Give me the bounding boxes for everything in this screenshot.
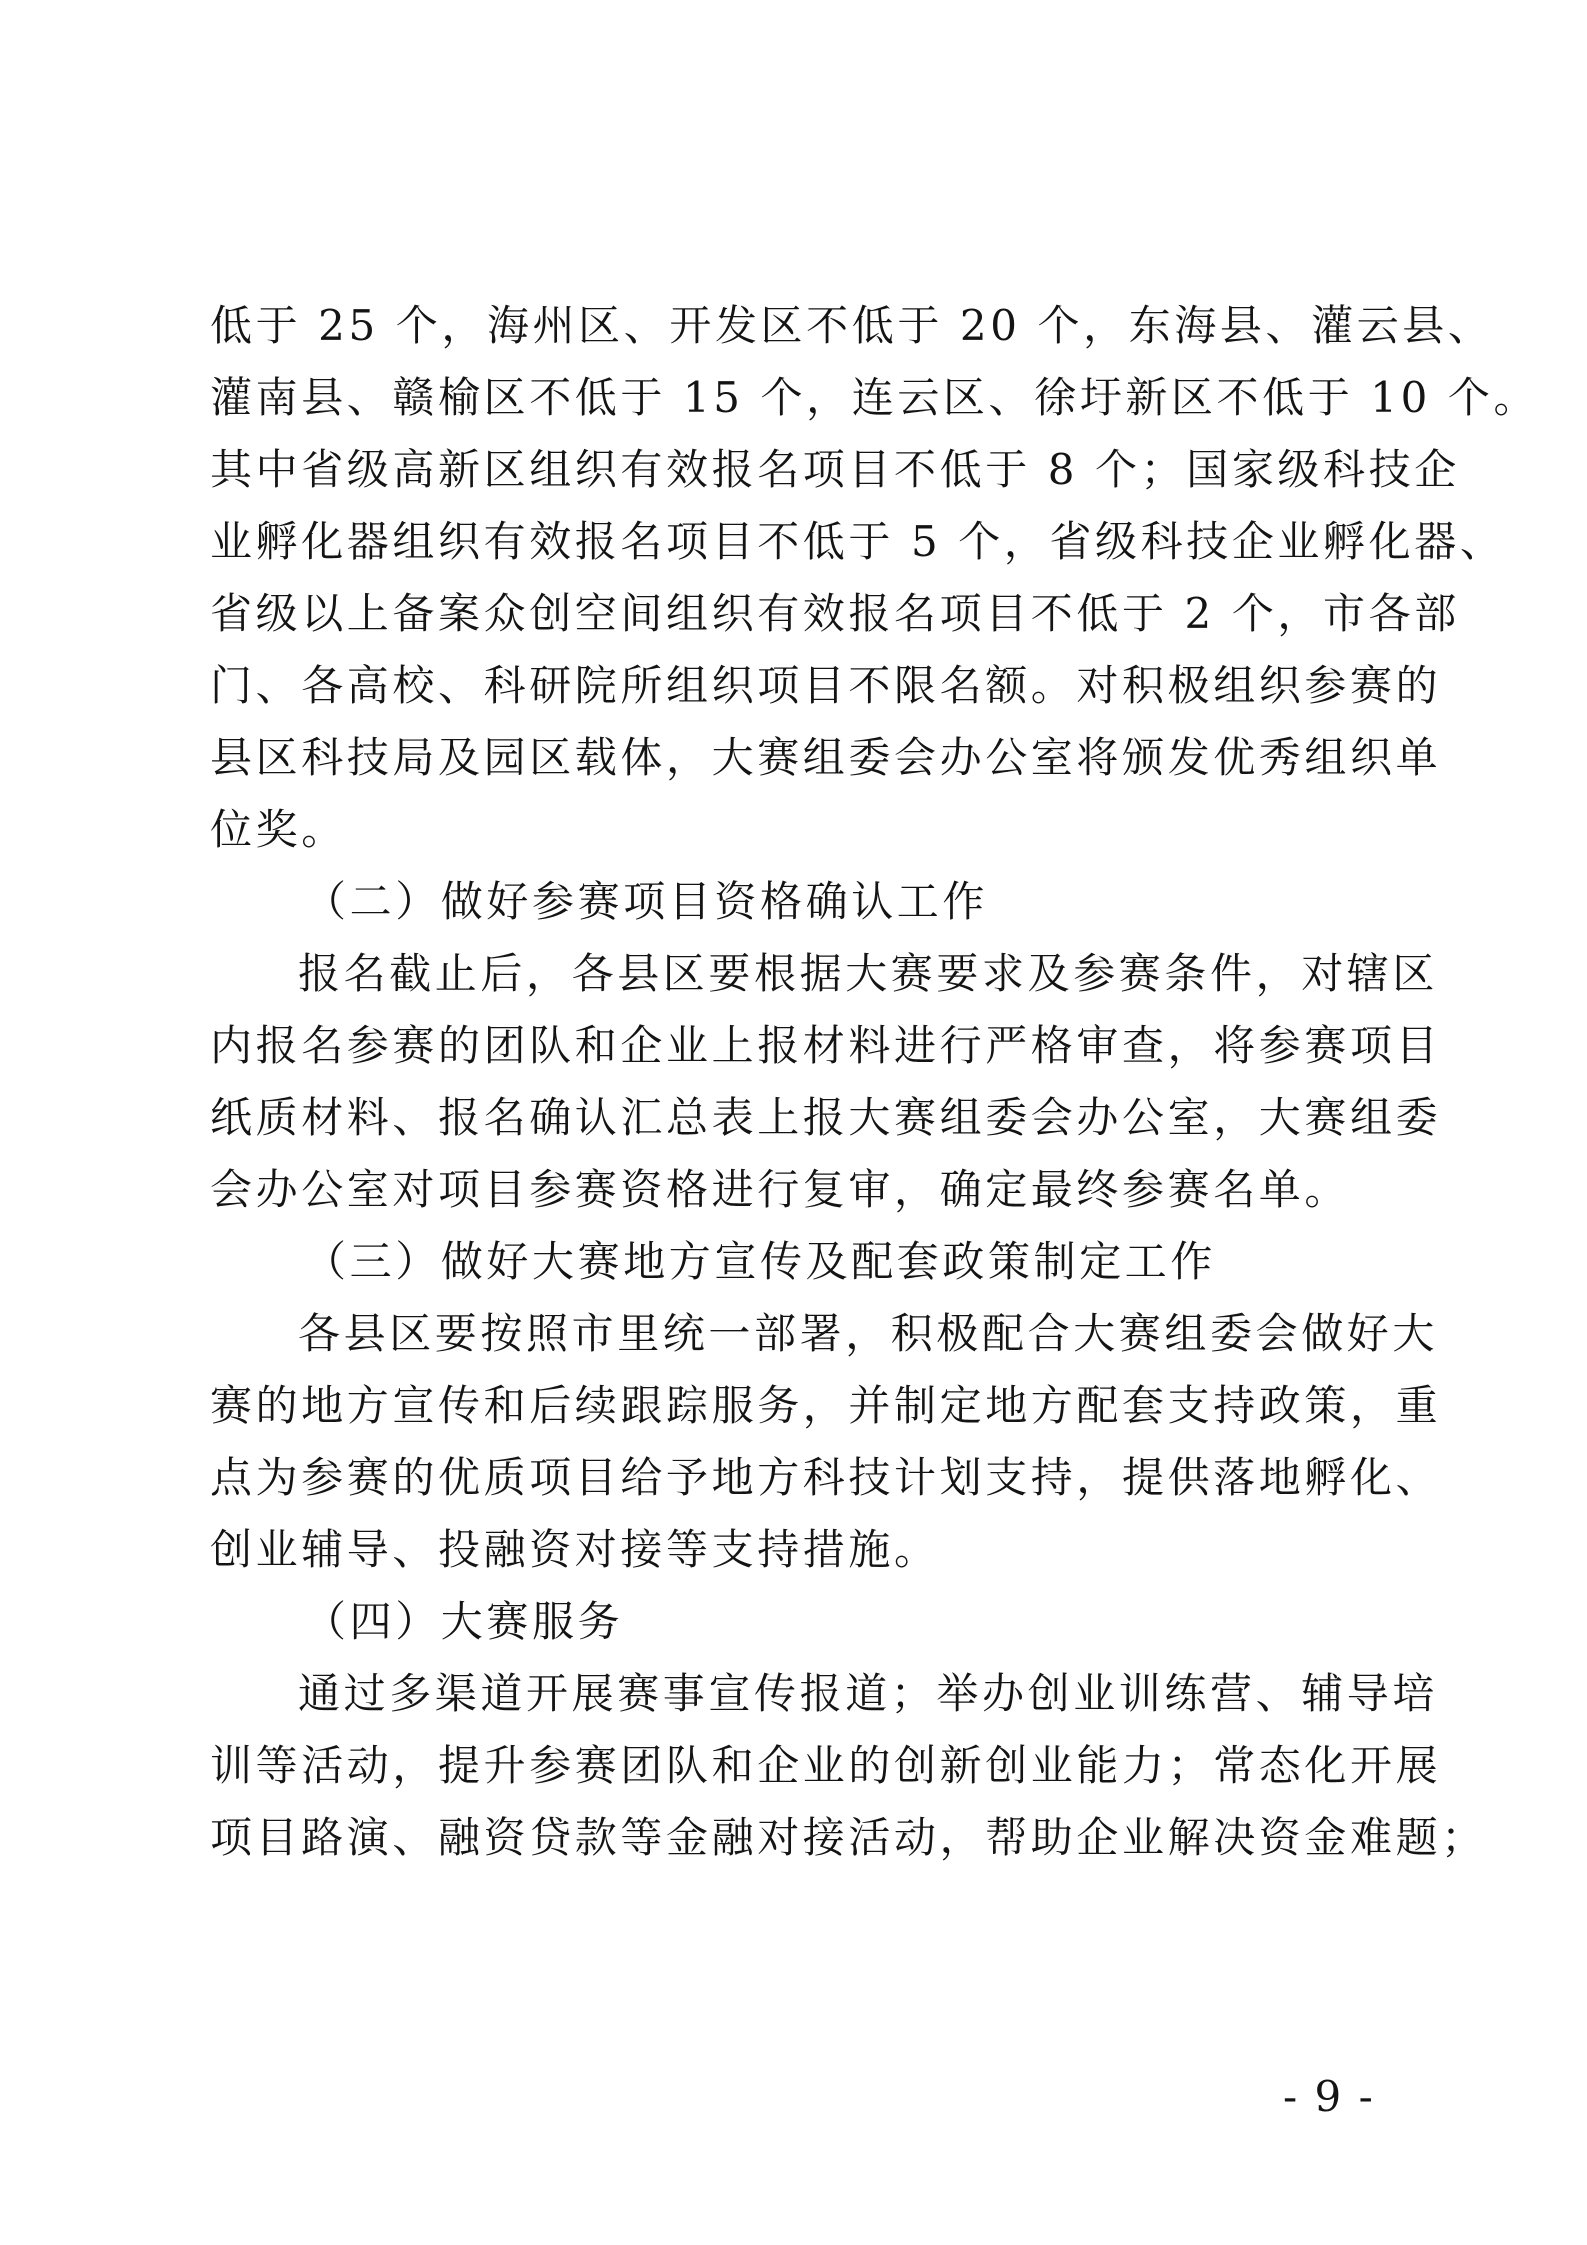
text-line-20: 通过多渠道开展赛事宣传报道；举办创业训练营、辅导培 [298, 1669, 1439, 1718]
text-line-3: 其中省级高新区组织有效报名项目不低于 8 个；国家级科技企 [210, 445, 1460, 494]
text-line-5: 省级以上备案众创空间组织有效报名项目不低于 2 个，市各部 [210, 589, 1460, 638]
text-line-18: 创业辅导、投融资对接等支持措施。 [210, 1525, 940, 1574]
text-line-6: 门、各高校、科研院所组织项目不限名额。对积极组织参赛的 [210, 661, 1442, 710]
page-number: - 9 - [1283, 2072, 1375, 2121]
text-line-17: 点为参赛的优质项目给予地方科技计划支持，提供落地孵化、 [210, 1453, 1442, 1502]
section-heading-3: （三）做好大赛地方宣传及配套政策制定工作 [304, 1237, 1217, 1286]
body-text [210, 290, 1540, 1874]
text-line-21: 训等活动，提升参赛团队和企业的创新创业能力；常态化开展 [210, 1741, 1442, 1790]
text-line-8: 位奖。 [210, 805, 347, 854]
text-line-12: 纸质材料、报名确认汇总表上报大赛组委会办公室，大赛组委 [210, 1093, 1442, 1142]
text-line-4: 业孵化器组织有效报名项目不低于 5 个，省级科技企业孵化器、 [210, 517, 1506, 566]
text-line-7: 县区科技局及园区载体，大赛组委会办公室将颁发优秀组织单 [210, 733, 1442, 782]
text-line-16: 赛的地方宣传和后续跟踪服务，并制定地方配套支持政策，重 [210, 1381, 1442, 1430]
text-line-15: 各县区要按照市里统一部署，积极配合大赛组委会做好大 [298, 1309, 1439, 1358]
text-line-11: 内报名参赛的团队和企业上报材料进行严格审查，将参赛项目 [210, 1021, 1442, 1070]
section-heading-2: （二）做好参赛项目资格确认工作 [304, 877, 989, 926]
text-line-2: 灌南县、赣榆区不低于 15 个，连云区、徐圩新区不低于 10 个。 [210, 373, 1540, 422]
text-line-10: 报名截止后，各县区要根据大赛要求及参赛条件，对辖区 [298, 949, 1439, 998]
text-line-22: 项目路演、融资贷款等金融对接活动，帮助企业解决资金难题； [210, 1813, 1487, 1862]
text-line-13: 会办公室对项目参赛资格进行复审，确定最终参赛名单。 [210, 1165, 1351, 1214]
text-line-1: 低于 25 个，海州区、开发区不低于 20 个，东海县、灌云县、 [210, 301, 1494, 350]
section-heading-4: （四）大赛服务 [304, 1597, 624, 1646]
